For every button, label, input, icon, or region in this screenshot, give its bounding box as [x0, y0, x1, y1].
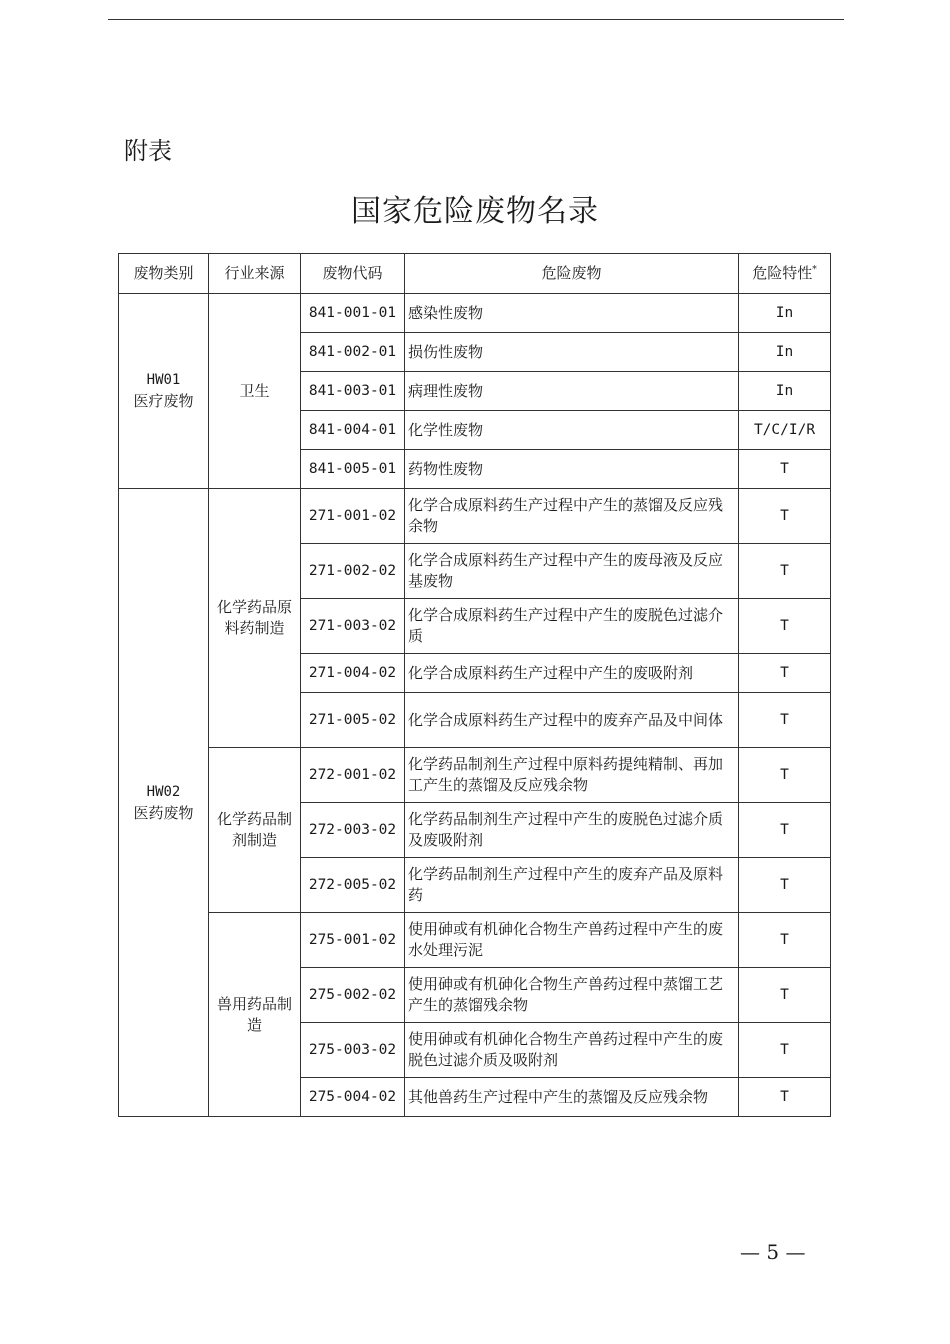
code-cell: 272-005-02 — [301, 858, 405, 913]
table-row — [119, 294, 831, 333]
waste-cell: 使用砷或有机砷化合物生产兽药过程中产生的废水处理污泥 — [405, 913, 739, 968]
characteristic-cell: T — [739, 693, 831, 748]
code-cell: 841-005-01 — [301, 450, 405, 489]
waste-cell: 病理性废物 — [405, 372, 739, 411]
waste-cell: 使用砷或有机砷化合物生产兽药过程中产生的废脱色过滤介质及吸附剂 — [405, 1023, 739, 1078]
code-cell: 272-001-02 — [301, 748, 405, 803]
characteristic-cell: T — [739, 654, 831, 693]
table-row — [119, 748, 831, 803]
appendix-label: 附表 — [124, 137, 172, 165]
source-cell: 化学药品制剂制造 — [209, 748, 301, 913]
source-cell: 卫生 — [209, 294, 301, 489]
characteristic-cell: T — [739, 803, 831, 858]
waste-cell: 损伤性废物 — [405, 333, 739, 372]
source-cell: 兽用药品制造 — [209, 913, 301, 1117]
code-cell: 841-004-01 — [301, 411, 405, 450]
code-cell: 271-003-02 — [301, 599, 405, 654]
category-name: 医疗废物 — [133, 392, 194, 410]
category-cell — [119, 294, 209, 489]
code-cell: 271-005-02 — [301, 693, 405, 748]
code-cell: 275-003-02 — [301, 1023, 405, 1078]
hazardous-waste-table — [118, 253, 831, 1117]
code-cell: 271-004-02 — [301, 654, 405, 693]
waste-cell: 使用砷或有机砷化合物生产兽药过程中蒸馏工艺产生的蒸馏残余物 — [405, 968, 739, 1023]
characteristic-cell: T — [739, 748, 831, 803]
characteristic-cell: T — [739, 489, 831, 544]
code-cell: 271-001-02 — [301, 489, 405, 544]
waste-cell: 化学药品制剂生产过程中原料药提纯精制、再加工产生的蒸馏及反应残余物 — [405, 748, 739, 803]
waste-cell: 化学药品制剂生产过程中产生的废弃产品及原料药 — [405, 858, 739, 913]
header-source: 行业来源 — [209, 254, 301, 294]
code-cell: 841-003-01 — [301, 372, 405, 411]
characteristic-cell: T — [739, 450, 831, 489]
category-code: HW02 — [146, 783, 181, 800]
code-cell: 275-001-02 — [301, 913, 405, 968]
waste-cell: 化学合成原料药生产过程中产生的蒸馏及反应残余物 — [405, 489, 739, 544]
characteristic-cell: T — [739, 913, 831, 968]
waste-cell: 感染性废物 — [405, 294, 739, 333]
code-cell: 275-002-02 — [301, 968, 405, 1023]
characteristic-cell: T — [739, 599, 831, 654]
header-category: 废物类别 — [119, 254, 209, 294]
table-row — [119, 489, 831, 544]
waste-cell: 化学合成原料药生产过程中产生的废脱色过滤介质 — [405, 599, 739, 654]
characteristic-cell: T — [739, 858, 831, 913]
table-row — [119, 913, 831, 968]
header-waste: 危险废物 — [405, 254, 739, 294]
code-cell: 841-002-01 — [301, 333, 405, 372]
category-cell — [119, 489, 209, 1117]
code-cell: 272-003-02 — [301, 803, 405, 858]
characteristic-cell: T — [739, 1023, 831, 1078]
waste-cell: 化学性废物 — [405, 411, 739, 450]
header-characteristic — [739, 254, 831, 294]
table-body — [119, 294, 831, 1117]
waste-cell: 化学药品制剂生产过程中产生的废脱色过滤介质及废吸附剂 — [405, 803, 739, 858]
footnote-mark: * — [812, 265, 817, 275]
code-cell: 841-001-01 — [301, 294, 405, 333]
code-cell: 271-002-02 — [301, 544, 405, 599]
waste-cell: 其他兽药生产过程中产生的蒸馏及反应残余物 — [405, 1078, 739, 1117]
waste-cell: 化学合成原料药生产过程中产生的废吸附剂 — [405, 654, 739, 693]
characteristic-cell: In — [739, 294, 831, 333]
code-cell: 275-004-02 — [301, 1078, 405, 1117]
page-number: — 5 — — [740, 1240, 806, 1264]
characteristic-cell: T — [739, 1078, 831, 1117]
characteristic-cell: In — [739, 372, 831, 411]
category-code: HW01 — [146, 372, 181, 388]
header-characteristic-label: 危险特性 — [752, 264, 813, 282]
characteristic-cell: T — [739, 968, 831, 1023]
page-title: 国家危险废物名录 — [351, 194, 599, 229]
characteristic-cell: T — [739, 544, 831, 599]
characteristic-cell: In — [739, 333, 831, 372]
waste-cell: 药物性废物 — [405, 450, 739, 489]
waste-cell: 化学合成原料药生产过程中产生的废母液及反应基废物 — [405, 544, 739, 599]
characteristic-cell: T/C/I/R — [739, 411, 831, 450]
source-cell: 化学药品原料药制造 — [209, 489, 301, 748]
category-name: 医药废物 — [133, 803, 194, 822]
waste-cell: 化学合成原料药生产过程中的废弃产品及中间体 — [405, 693, 739, 748]
top-rule — [108, 19, 844, 20]
header-code: 废物代码 — [301, 254, 405, 294]
table-header-row — [119, 254, 831, 294]
